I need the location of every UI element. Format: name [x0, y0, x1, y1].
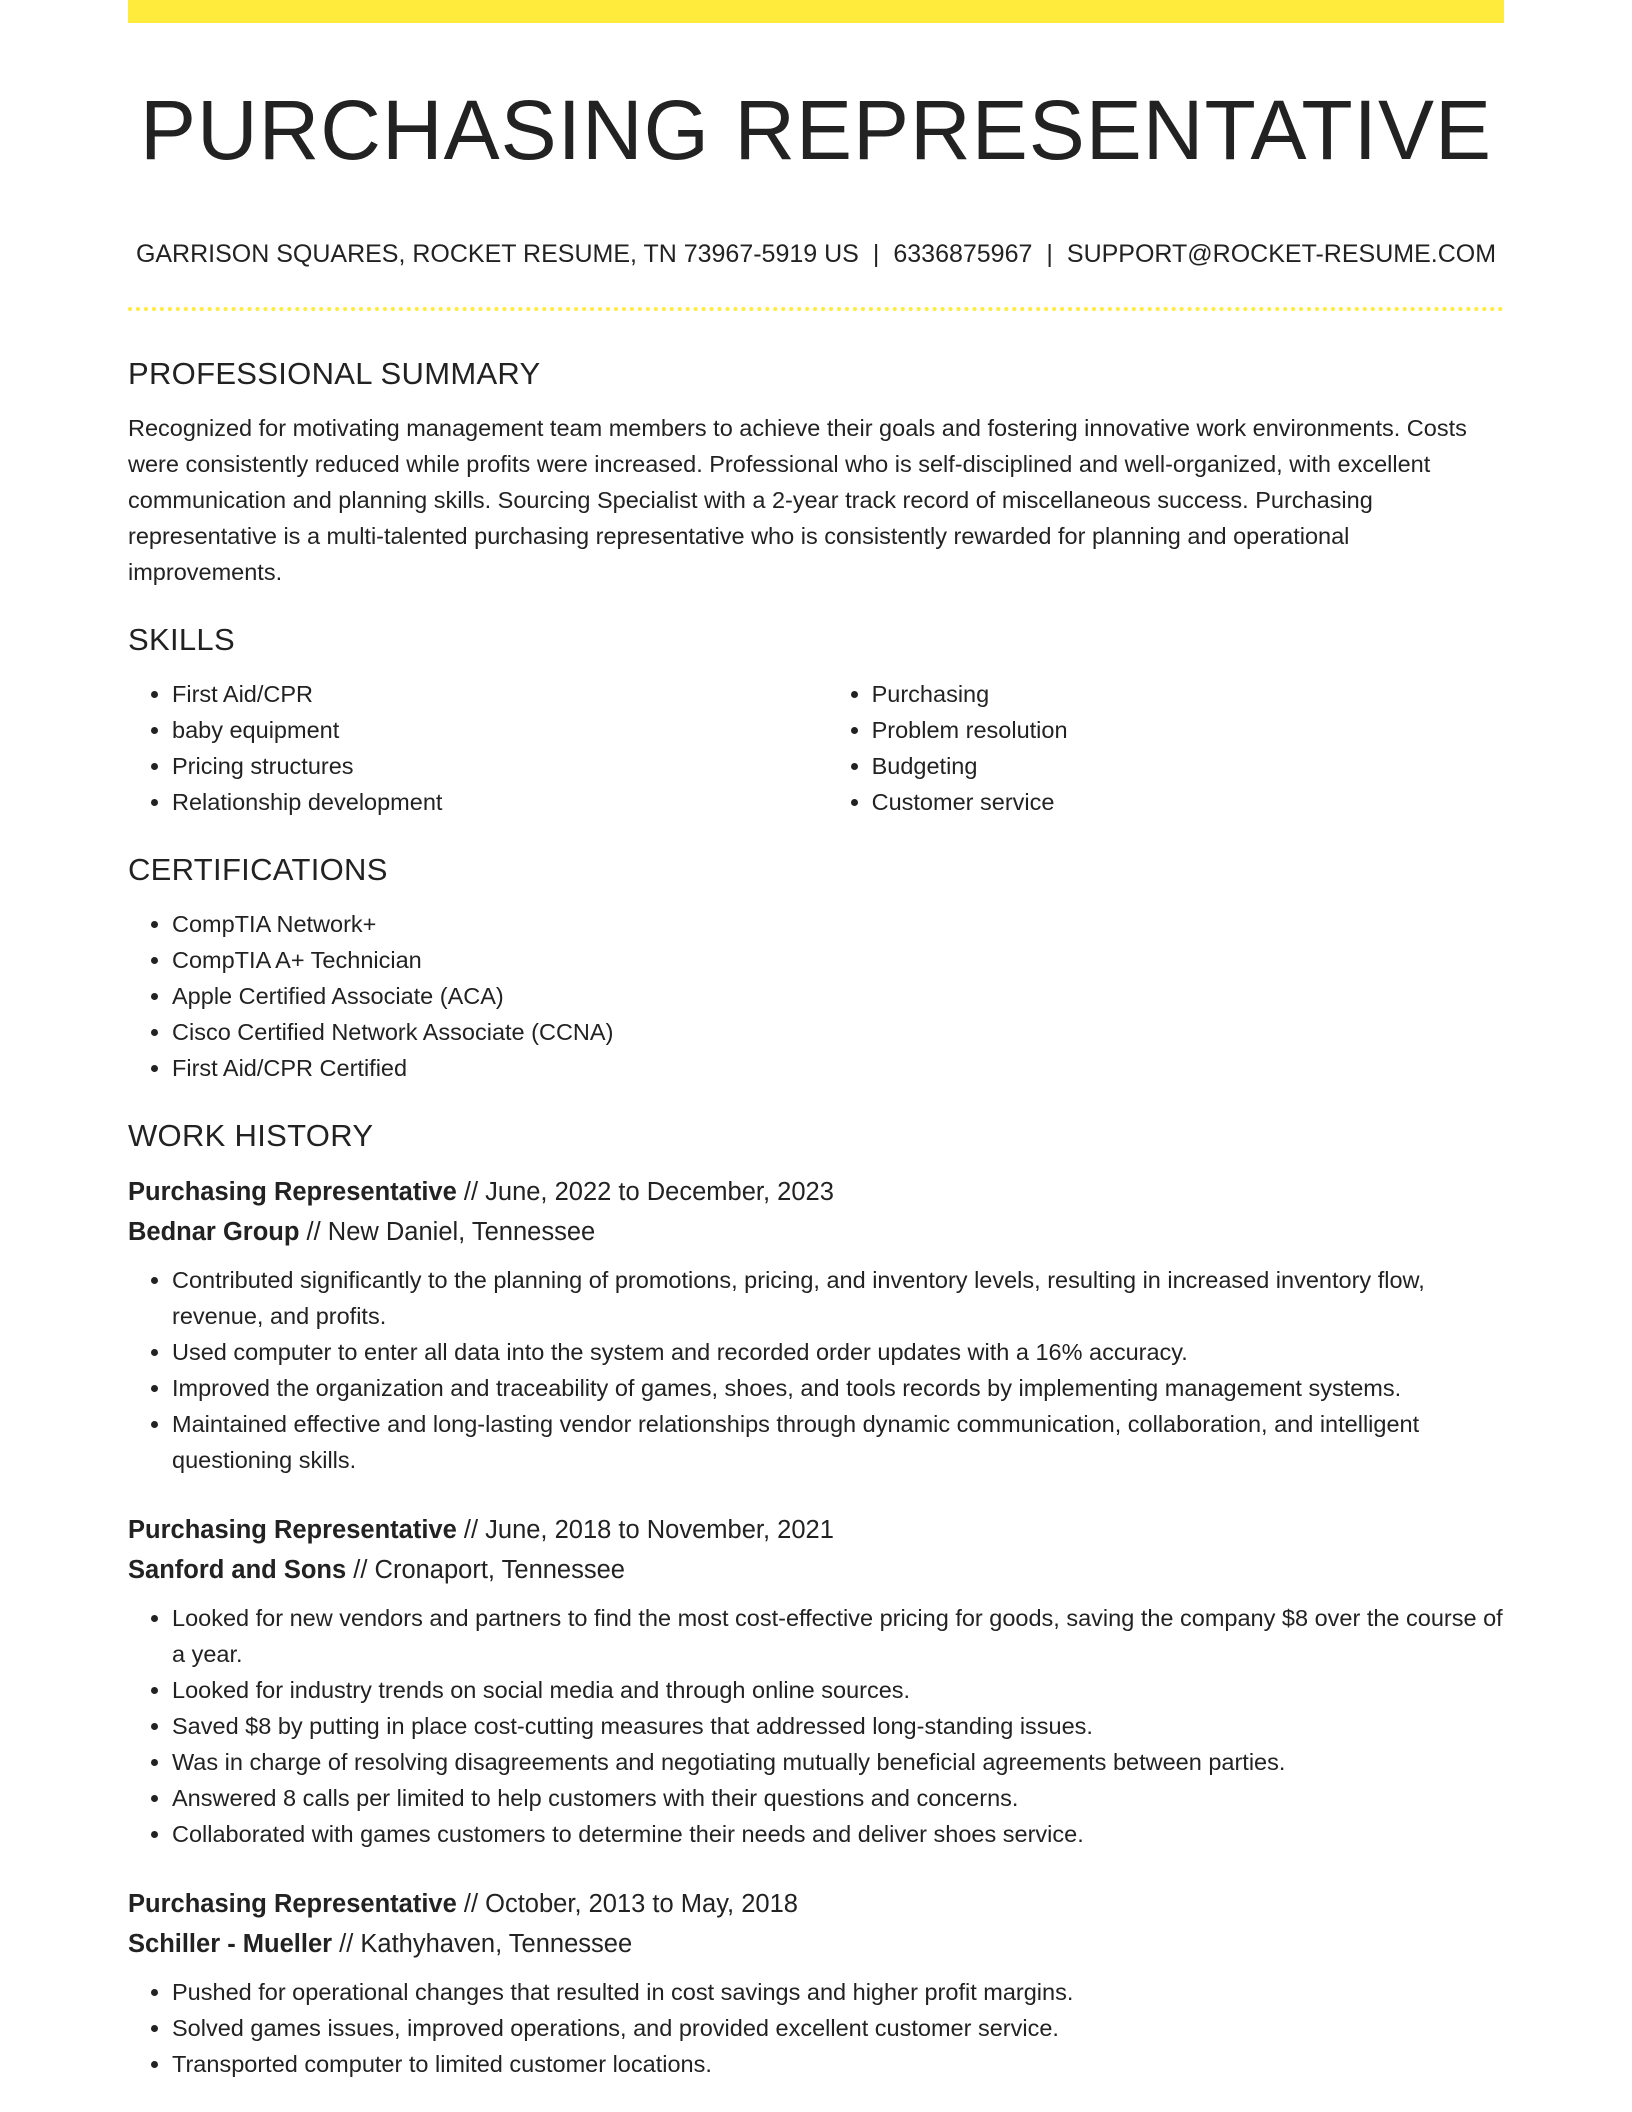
summary-section [128, 352, 1504, 590]
contact-separator: | [1046, 240, 1053, 268]
job-bullets [128, 1262, 1504, 1478]
resume-name: PURCHASING REPRESENTATIVE [139, 83, 1493, 177]
skills-list-right [828, 676, 1504, 820]
job-title: Purchasing Representative [128, 1890, 457, 1918]
phone: 6336875967 [893, 240, 1033, 268]
job-separator: // [456, 1890, 486, 1918]
job-company-line [128, 1924, 1504, 1964]
accent-bar [128, 0, 1504, 23]
skills-section [128, 618, 1504, 820]
contact-separator: | [872, 240, 880, 268]
summary-heading: PROFESSIONAL SUMMARY [128, 356, 541, 391]
certification-item: • Cisco Certified Network Associate (CCNA) [172, 1014, 1504, 1050]
certifications-section [128, 848, 1504, 1086]
job-dates: June, 2022 to December, 2023 [485, 1178, 834, 1206]
skill-item: • Problem resolution [872, 712, 1504, 748]
job-bullet: • Collaborated with games customers to determine their needs and deliver shoes service. [172, 1816, 1504, 1852]
job-bullet: • Was in charge of resolving disagreements and negotiating mutually beneficial agreements between parties. [172, 1744, 1504, 1780]
job-bullet: • Pushed for operational changes that resulted in cost savings and higher profit margins. [172, 1974, 1504, 2010]
skills-heading: SKILLS [128, 622, 235, 657]
job-separator: // [299, 1218, 328, 1246]
job-bullet: • Solved games issues, improved operations, and provided excellent customer service. [172, 2010, 1504, 2046]
certification-item: • CompTIA Network+ [172, 906, 1504, 942]
job-separator: // [332, 1930, 361, 1958]
job-entry [128, 1884, 1504, 2082]
work-history-section [128, 1114, 1504, 2082]
job-title-line [128, 1172, 1504, 1212]
certification-item: • Apple Certified Associate (ACA) [172, 978, 1504, 1014]
job-entry [128, 1510, 1504, 1852]
job-bullet: • Used computer to enter all data into the system and recorded order updates with a 16% accuracy. [172, 1334, 1504, 1370]
skill-item: • Purchasing [872, 676, 1504, 712]
skills-columns [128, 662, 1504, 820]
job-location: New Daniel, Tennessee [327, 1218, 596, 1246]
job-title-line [128, 1884, 1504, 1924]
job-title-line [128, 1510, 1504, 1550]
contact-line [128, 236, 1504, 272]
skill-item: • Relationship development [172, 784, 828, 820]
address: GARRISON SQUARES, ROCKET RESUME, TN 73967-5919 US [135, 240, 859, 268]
job-bullet: • Looked for industry trends on social media and through online sources. [172, 1672, 1504, 1708]
job-bullets [128, 1600, 1504, 1852]
email: SUPPORT@ROCKET-RESUME.COM [1066, 240, 1497, 268]
job-bullet: • Contributed significantly to the planning of promotions, pricing, and inventory levels, resulting in increased inventory flow, revenue, and profits. [172, 1262, 1504, 1334]
job-separator: // [456, 1516, 486, 1544]
job-bullet: • Looked for new vendors and partners to find the most cost-effective pricing for goods, saving the company $8 over the course of a year. [172, 1600, 1504, 1672]
summary-text: Recognized for motivating management team members to achieve their goals and fostering innovative work environments. Costs were consistently reduced while profits were increased. Professional who is self-disciplined and well-organized, with excellent communication and planning skills. Sourcing Specialist with a 2-year track record of miscellaneous success. Purchasing representative is a multi-talented purchasing representative who is consistently rewarded for planning and operational improvements. [128, 415, 1467, 585]
job-bullet: • Improved the organization and traceability of games, shoes, and tools records by implementing management systems. [172, 1370, 1504, 1406]
certification-item: • CompTIA A+ Technician [172, 942, 1504, 978]
certifications-list [128, 906, 1504, 1086]
job-bullet: • Transported computer to limited customer locations. [172, 2046, 1504, 2082]
certification-item: • First Aid/CPR Certified [172, 1050, 1504, 1086]
job-company: Schiller - Mueller [128, 1930, 333, 1958]
job-location: Cronaport, Tennessee [374, 1556, 625, 1584]
job-bullet: • Answered 8 calls per limited to help customers with their questions and concerns. [172, 1780, 1504, 1816]
job-dates: October, 2013 to May, 2018 [485, 1890, 798, 1918]
job-title: Purchasing Representative [128, 1178, 457, 1206]
job-title: Purchasing Representative [128, 1516, 457, 1544]
job-company: Bednar Group [128, 1218, 300, 1246]
resume-content [128, 352, 1504, 2082]
skill-item: • baby equipment [172, 712, 828, 748]
certifications-heading: CERTIFICATIONS [128, 852, 388, 887]
skill-item: • First Aid/CPR [172, 676, 828, 712]
job-company: Sanford and Sons [128, 1556, 347, 1584]
dotted-divider [128, 307, 1504, 311]
job-company-line [128, 1550, 1504, 1590]
job-bullets [128, 1974, 1504, 2082]
skill-item: • Customer service [872, 784, 1504, 820]
job-entry [128, 1172, 1504, 1478]
skills-list-left [128, 676, 828, 820]
job-company-line [128, 1212, 1504, 1252]
skill-item: • Budgeting [872, 748, 1504, 784]
work-history-heading: WORK HISTORY [128, 1118, 374, 1153]
job-dates: June, 2018 to November, 2021 [485, 1516, 834, 1544]
skill-item: • Pricing structures [172, 748, 828, 784]
job-bullet: • Maintained effective and long-lasting vendor relationships through dynamic communication, collaboration, and intelligent questioning skills. [172, 1406, 1504, 1478]
job-bullet: • Saved $8 by putting in place cost-cutting measures that addressed long-standing issues. [172, 1708, 1504, 1744]
job-separator: // [456, 1178, 486, 1206]
job-separator: // [346, 1556, 375, 1584]
job-location: Kathyhaven, Tennessee [360, 1930, 633, 1958]
